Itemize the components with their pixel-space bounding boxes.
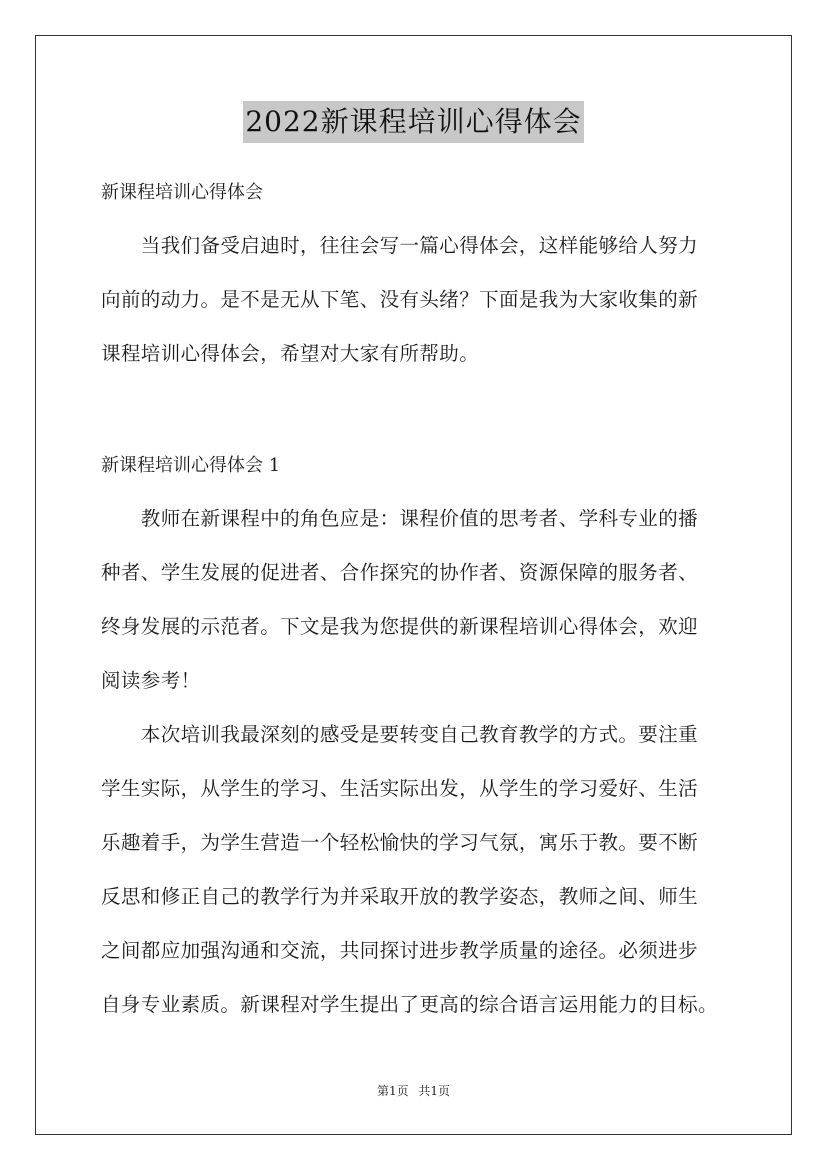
para1-line-2: 种者、学生发展的促进者、合作探究的协作者、资源保障的服务者、 <box>101 561 699 584</box>
para2-line-6: 自身专业素质。新课程对学生提出了更高的综合语言运用能力的目标。 <box>101 993 718 1016</box>
section-heading-2: 新课程培训心得体会 1 <box>101 455 281 476</box>
intro-line-1: 当我们备受启迪时，往往会写一篇心得体会，这样能够给人努力 <box>101 234 699 257</box>
intro-line-2: 向前的动力。是不是无从下笔、没有头绪？下面是我为大家收集的新 <box>101 288 699 311</box>
intro-line-3: 课程培训心得体会，希望对大家有所帮助。 <box>101 342 480 365</box>
para2-line-3: 乐趣着手，为学生营造一个轻松愉快的学习气氛，寓乐于教。要不断 <box>101 831 699 854</box>
para1-line-1: 教师在新课程中的角色应是：课程价值的思考者、学科专业的播 <box>101 507 699 530</box>
paragraph-2 <box>101 708 751 1032</box>
intro-paragraph <box>101 219 751 381</box>
paragraph-1 <box>101 492 751 708</box>
page-footer <box>0 1083 827 1099</box>
para2-line-5: 之间都应加强沟通和交流，共同探讨进步教学质量的途径。必须进步 <box>101 939 699 962</box>
document-title: 2022新课程培训心得体会 <box>243 101 583 143</box>
title-container <box>0 101 827 143</box>
para2-line-1: 本次培训我最深刻的感受是要转变自己教育教学的方式。要注重 <box>101 723 699 746</box>
para2-line-2: 学生实际，从学生的学习、生活实际出发，从学生的学习爱好、生活 <box>101 777 699 800</box>
para1-line-3: 终身发展的示范者。下文是我为您提供的新课程培训心得体会，欢迎 <box>101 615 699 638</box>
page-number-current: 第1页 <box>376 1084 409 1098</box>
para1-line-4: 阅读参考！ <box>101 669 201 692</box>
page-number-total: 共1页 <box>418 1084 451 1098</box>
para2-line-4: 反思和修正自己的教学行为并采取开放的教学姿态，教师之间、师生 <box>101 885 699 908</box>
section-heading-1: 新课程培训心得体会 <box>101 182 263 203</box>
